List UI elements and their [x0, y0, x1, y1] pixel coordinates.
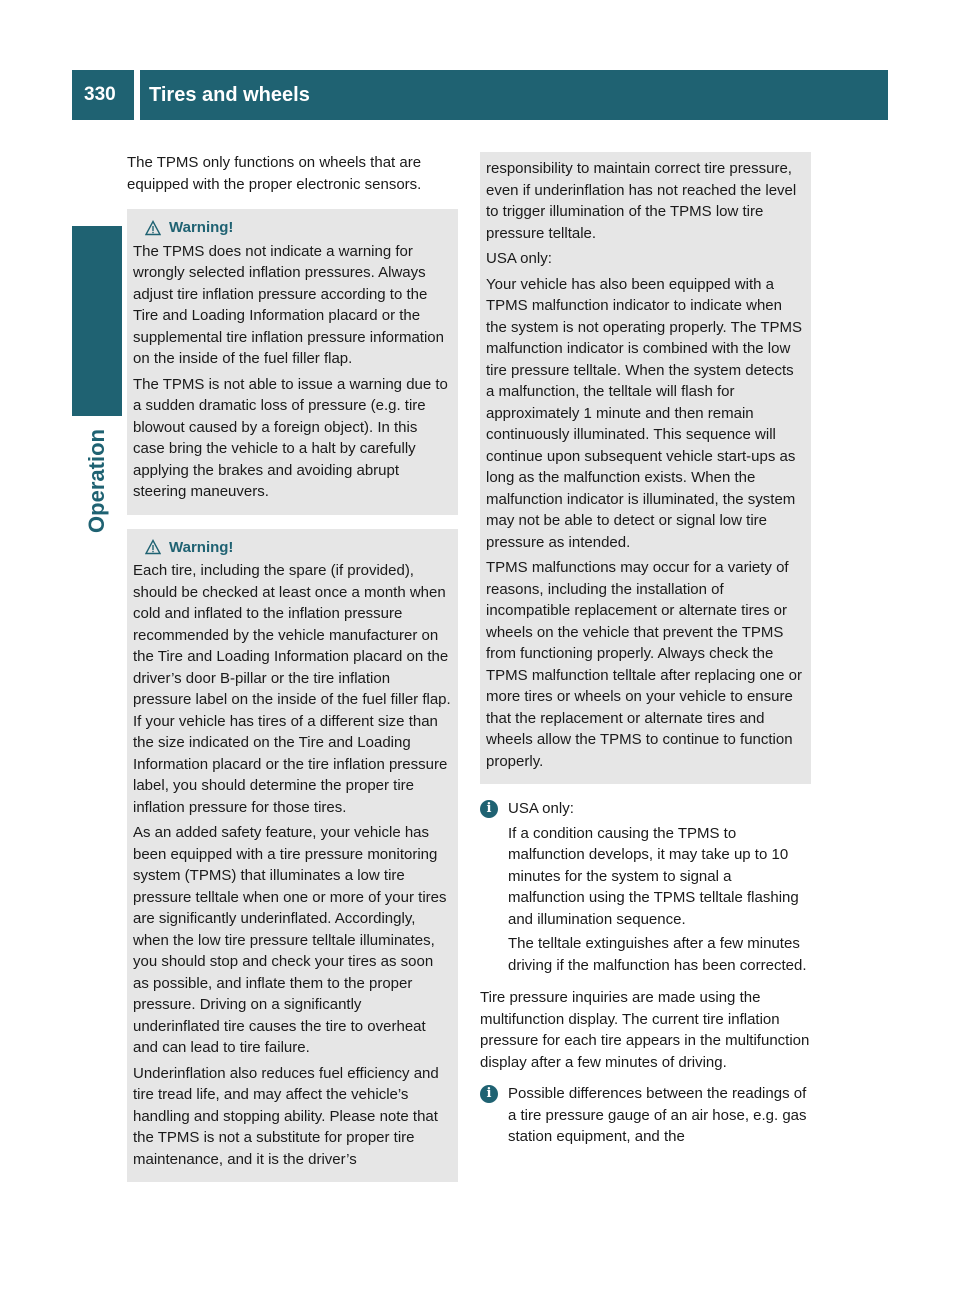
warning-title: Warning! — [169, 538, 234, 556]
warning-title: Warning! — [169, 219, 234, 236]
info-paragraph: The telltale extinguishes after a few minutes driving if the malfunction has been corrected. — [508, 935, 807, 974]
info-icon: i — [480, 1085, 498, 1103]
info-paragraph: Possible differences between the readings of a tire pressure gauge of an air hose, e.g. gas station equipment, and the — [508, 1085, 807, 1145]
warning-paragraph: The TPMS is not able to issue a warning due to a sudden dramatic loss of pressure (e.g. tire blowout caused by a foreign object). In this case bring the vehicle to a halt by carefully applying the brakes and avoiding abrupt steering maneuvers. — [133, 375, 448, 500]
info-note-body — [508, 1083, 811, 1151]
warning-paragraph: As an added safety feature, your vehicle has been equipped with a tire pressure monitoring system (TPMS) that illuminates a low tire pressure telltale when one or more of your tires are significantly underinflated. Accordingly, when the low tire pressure telltale illuminates, you should stop and check your tires as soon as possible, and inflate them to the proper pressure. Driving on a significantly underinflated tire causes the tire to overheat and can lead to tire failure. — [133, 824, 447, 1056]
right-column — [480, 152, 811, 1159]
left-column — [127, 152, 458, 1196]
warning-paragraph: Each tire, including the spare (if provided), should be checked at least once a month when cold and inflated to the inflation pressure recommended by the vehicle manufacturer on the Tire and Loading Information placard on the driver’s door B-pillar or the tire inflation pressure label on the inside of the fuel filler flap. If your vehicle has tires of a different size than the size indicated on the Tire and Loading Information placard or the tire inflation pressure label, you should determine the proper tire inflation pressure for those tires. — [133, 562, 451, 816]
warning-paragraph: Underinflation also reduces fuel efficiency and tire tread life, and may affect the vehicle’s handling and stopping ability. Please note that the TPMS is not a substitute for proper tire maintenance, and it is the driver’s — [133, 1064, 439, 1168]
side-tab-marker — [72, 226, 122, 416]
warning-heading — [133, 217, 452, 239]
info-note-body — [508, 798, 811, 979]
box-paragraph: TPMS malfunctions may occur for a variety of reasons, including the installation of incompatible replacement or alternate tires or wheels on the vehicle that prevent the TPMS from functioning properly. Always check the TPMS malfunction telltale after replacing one or more tires or wheels on your vehicle to ensure that the replacement or alternate tires and wheels allow the TPMS to continue to function properly. — [486, 559, 802, 770]
warning-heading — [133, 537, 452, 559]
info-icon: i — [480, 800, 498, 818]
page-number: 330 — [84, 84, 116, 105]
body-paragraph: Tire pressure inquiries are made using the multifunction display. The current tire inflation pressure for each tire appears in the multifunction display after a few minutes of driving. — [480, 989, 810, 1071]
warning-triangle-icon — [145, 220, 161, 236]
warning-paragraph: The TPMS does not indicate a warning for wrongly selected inflation pressures. Always adjust tire inflation pressure according to the Tire and Loading Information placard or the supplemental tire inflation pressure information on the inside of the fuel filler flap. — [133, 242, 444, 367]
warning-triangle-icon — [145, 539, 161, 555]
box-paragraph: Your vehicle has also been equipped with a TPMS malfunction indicator to indicate when the system is not operating properly. The TPMS malfunction indicator is combined with the low tire pressure telltale. When the system detects a malfunction, the telltale will flash for approximately 1 minute and then remain continuously illuminated. This sequence will continue upon subsequent vehicle start-ups as long as the malfunction exists. When the malfunction indicator is illuminated, the system may not be able to detect or signal low tire pressure as intended. — [486, 275, 802, 551]
info-paragraph: If a condition causing the TPMS to malfunction develops, it may take up to 10 minutes for the system to signal a malfunction using the TPMS telltale flashing and illumination sequence. — [508, 824, 799, 928]
info-note-1 — [480, 798, 811, 979]
side-tab-label: Operation — [84, 429, 109, 533]
section-title: Tires and wheels — [149, 83, 310, 106]
info-note-2 — [480, 1083, 811, 1151]
intro-paragraph: The TPMS only functions on wheels that are equipped with the proper electronic sensors. — [127, 154, 422, 193]
page-header — [72, 70, 888, 120]
side-tab — [72, 416, 122, 546]
info-paragraph: USA only: — [508, 800, 574, 817]
warning-box-continued — [480, 152, 811, 784]
box-paragraph: USA only: — [486, 250, 552, 267]
warning-box-2 — [127, 529, 458, 1183]
box-paragraph: responsibility to maintain correct tire pressure, even if underinflation has not reached the level to trigger illumination of the TPMS low tire pressure telltale. — [486, 160, 797, 242]
warning-box-1 — [127, 209, 458, 515]
